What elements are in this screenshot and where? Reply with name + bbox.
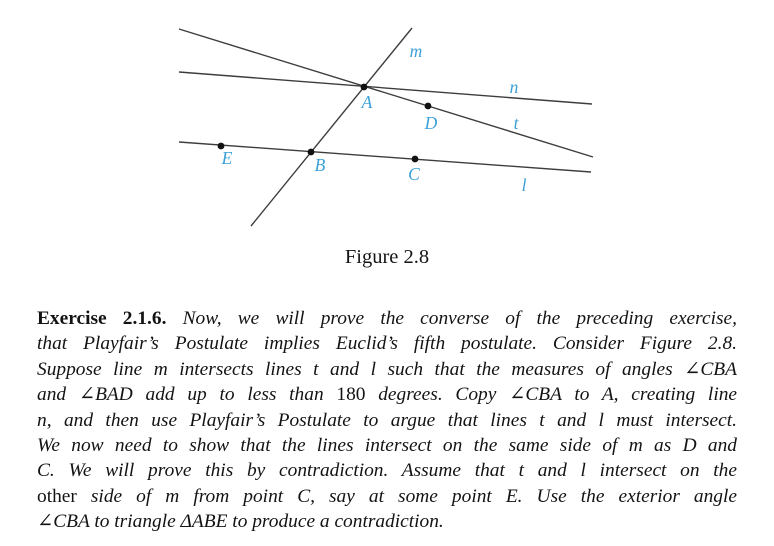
- point-A: [361, 84, 368, 91]
- exercise-line: [37, 408, 737, 433]
- text-segment: side of m from point C, say at some point E. Use the exterior angle: [76, 485, 737, 507]
- label-l: l: [521, 175, 527, 195]
- exercise-line: [37, 509, 737, 534]
- exercise-text: [37, 306, 737, 535]
- text-segment: Suppose line m intersects lines t and l such that the measures of angles ∠CBA: [37, 358, 737, 380]
- label-t: t: [513, 113, 519, 133]
- point-D: [425, 103, 432, 110]
- line-m: [251, 28, 412, 226]
- exercise-line: [37, 382, 737, 407]
- figure-caption: Figure 2.8: [344, 246, 430, 268]
- line-n: [179, 72, 592, 104]
- point-C: [412, 156, 419, 163]
- line-t: [179, 29, 593, 157]
- text-segment: We now need to show that the lines intersect on the same side of m as D and: [37, 434, 737, 456]
- text-segment: that Playfair’s Postulate implies Euclid’s fifth postulate. Consider Figure 2.8.: [37, 333, 737, 355]
- figure-2-8-diagram: [0, 0, 774, 242]
- text-segment: and ∠BAD add up to less than: [37, 384, 337, 406]
- text-segment: other: [37, 485, 77, 507]
- exercise-line: [37, 306, 737, 331]
- label-m: m: [409, 41, 423, 61]
- text-segment: degrees. Copy ∠CBA to A, creating line: [365, 384, 738, 406]
- text-segment: Exercise 2.1.6.: [37, 308, 167, 329]
- exercise-line: [37, 458, 737, 483]
- label-n: n: [509, 77, 519, 97]
- point-B: [308, 149, 315, 156]
- label-B: B: [314, 155, 326, 175]
- exercise-line: [37, 357, 737, 382]
- line-l: [179, 142, 591, 172]
- exercise-line: [37, 331, 737, 356]
- exercise-line: [37, 484, 737, 509]
- exercise-line: [37, 433, 737, 458]
- text-segment: ∠CBA to triangle ΔABE to produce a contradiction.: [37, 511, 444, 533]
- label-C: C: [408, 164, 420, 184]
- label-D: D: [424, 113, 438, 133]
- text-segment: 180: [336, 384, 366, 406]
- label-E: E: [221, 148, 233, 168]
- label-A: A: [361, 92, 373, 112]
- text-segment: Now, we will prove the converse of the preceding exercise,: [166, 308, 737, 329]
- text-segment: C. We will prove this by contradiction. Assume that t and l intersect on the: [37, 460, 737, 482]
- text-segment: n, and then use Playfair’s Postulate to argue that lines t and l must intersect.: [37, 409, 737, 431]
